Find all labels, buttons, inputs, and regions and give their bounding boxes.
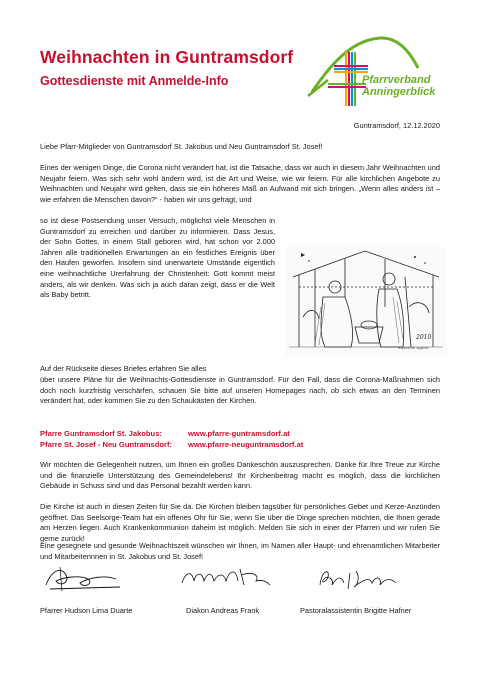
image-credit: Susanne Agner bbox=[398, 345, 429, 350]
link-label-jakobus: Pfarre Guntramsdorf St. Jakobus: bbox=[40, 429, 162, 438]
page-title: Weihnachten in Guntramsdorf bbox=[40, 47, 294, 67]
link-label-josef: Pfarre St. Josef - Neu Guntramsdorf: bbox=[40, 439, 173, 449]
letter-date: Guntramsdorf, 12.12.2020 bbox=[353, 121, 440, 130]
page-subtitle: Gottesdienste mit Anmelde-Info bbox=[40, 74, 229, 88]
paragraph-church: Die Kirche ist auch in diesen Zeiten für Sie da. Die Kirchen bleiben tagsüber für persönliches Gebet und Kerze-Anzünden geöffnet. Das Seelsorge-Team hat ein offenes Ohr für Sie, wenn Sie über die Dinge sprechen möchten, die Ihnen gerade am Herzen liegen. Auch Krankenkommunion daheim ist möglich. Melden Sie sich in einer der Pfarren und wir rufen Sie gerne zurück! bbox=[40, 502, 440, 543]
signatory-frank: Diakon Andreas Frank bbox=[186, 606, 260, 615]
link-row-jakobus bbox=[40, 429, 303, 440]
logo-text: Pfarrverband Anningerblick bbox=[362, 74, 436, 98]
paragraph-intro: Eines der wenigen Dinge, die Corona nicht verändert hat, ist die Tatsache, dass wir auch in diesem Jahr Weihnachten und Neujahr feiern. Was sich sehr wohl ändern wird, ist die Art und Weise, wie wir feiern. Für alle kirchlichen Angebote zu Weihnachten und Neujahr wird gelten, dass sie ein höheres Maß an Aufwand mit sich bringen. „Wenn alles anders ist – wie erfahren die Menschen davon?“ - haben wir uns gefragt, und bbox=[40, 163, 440, 204]
paragraph-stable: so ist diese Postsendung unser Versuch, möglichst viele Menschen in Guntramsdorf zu erreichen und darüber zu informieren. Dass Jesus, der Sohn Gottes, in einem Stall geboren wird, hat schon vor 2.000 Jahren alle traditionellen Erwartungen an ein festliches Ereignis über den Haufen geworfen. Insofern sind unerwartete Umstände eigentlich eine weihnachtliche Urerfahrung der Christenheit: Gott kommt meist anders, als wir denken. Was sich ja auch daran zeigt, dass er die Welt als Baby betritt. bbox=[40, 216, 275, 300]
signature-hafner bbox=[316, 563, 400, 593]
signatory-hafner: Pastoralassistentin Brigitte Hafner bbox=[300, 606, 412, 615]
paragraph-back-a: Auf der Rückseite dieses Briefes erfahren Sie alles bbox=[40, 364, 207, 373]
parish-links bbox=[40, 429, 303, 451]
signature-frank bbox=[178, 563, 274, 593]
paragraph-back-b: über unsere Pläne für die Weihnachts-Gottesdienste in Guntramsdorf. Für den Fall, dass die Corona-Maßnahmen sich doch noch kurzfristig verschärfen, schauen Sie bitte auf unseren Homepages nach, ob sich etwas an den Terminen verändert hat, oder kommen Sie zu den Schaukästen der Kirchen. bbox=[40, 375, 440, 406]
svg-text:2010: 2010 bbox=[416, 334, 432, 341]
paragraph-blessing: Eine gesegnete und gesunde Weihnachtszeit wünschen wir Ihnen, im Namen aller Haupt- und ehrenamtlichen Mitarbeiter und Mitarbeiterinnen in St. Jakobus und St. Josef! bbox=[40, 541, 440, 561]
paragraph-thanks: Wir möchten die Gelegenheit nutzen, um Ihnen ein großes Dankeschön auszusprechen. Danke für Ihre Treue zur Kirche und die finanzielle Unterstützung des Gemeindelebens! Ihr Kirchenbeitrag macht es möglich, dass die kirchlichen Gebäude in Schuss sind und das Personal bezahlt werden kann. bbox=[40, 460, 440, 491]
signatory-duarte: Pfarrer Hudson Lima Duarte bbox=[40, 606, 133, 615]
link-josef[interactable]: www.pfarre-neuguntramsdorf.at bbox=[188, 439, 304, 449]
signature-duarte bbox=[40, 563, 124, 593]
greeting: Liebe Pfarr-Mitglieder von Guntramsdorf St. Jakobus und Neu Guntramsdorf St. Josef! bbox=[40, 142, 323, 151]
nativity-illustration bbox=[285, 247, 447, 355]
link-row-josef bbox=[40, 440, 303, 451]
link-jakobus[interactable]: www.pfarre-guntramsdorf.at bbox=[188, 429, 290, 438]
